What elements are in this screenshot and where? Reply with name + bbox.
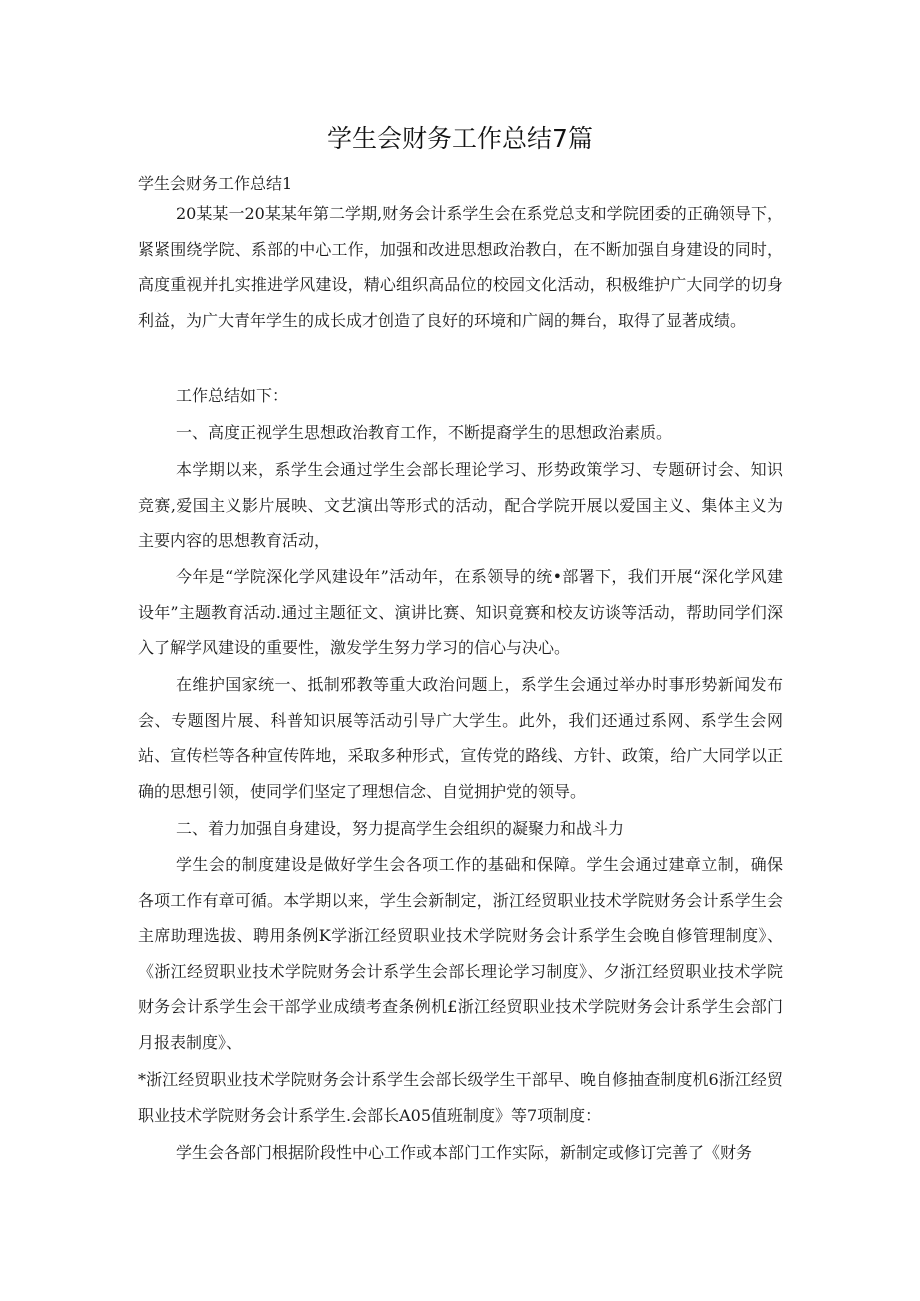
paragraph-summary-lead: 工作总结如下： — [176, 386, 289, 405]
section-subtitle: 学生会财务工作总结1 — [138, 174, 293, 193]
paragraph-national-unity: 在维护国家统一、抵制邪教等重大政治问题上，系学生会通过举办时事形势新闻发布会、专题图片展、科普知识展等活动引导广大学生。此外，我们还通过系网、系学生会网站、宣传栏等各种宣传阵地，采取多种形式，宣传党的路线、方针、政策，给广大同学以正确的思想引领，使同学们坚定了理想信念、自觉拥护党的领导。 — [138, 675, 783, 801]
paragraph-intro: 20某某一20某某年第二学期,财务会计系学生会在系党总支和学院团委的正确领导下，紧紧围绕学院、系部的中心工作，加强和改进思想政治教白，在不断加强自身建设的同时，高度重视并扎实推进学风建设，精心组织高品位的校园文化活动，积极维护广大同学的切身利益，为广大青年学生的成长成才创造了良好的环境和广阔的舞台，取得了显著成绩。 — [138, 204, 783, 330]
paragraph-section-two-heading: 二、着力加强自身建设，努力提高学生会组织的凝聚力和战斗力 — [176, 819, 625, 838]
paragraph-section-one-heading: 一、高度正视学生思想政治教育工作，不断提裔学生的思想政治素质。 — [176, 423, 673, 442]
document-title: 学生会财务工作总结7篇 — [327, 124, 593, 153]
paragraph-departments: 学生会各部门根据阶段性中心工作或本部门工作实际，新制定或修订完善了《财务 — [176, 1143, 753, 1162]
paragraph-study-style-year: 今年是“学院深化学风建设年”活动年，在系领导的统•部署下，我们开展“深化学风建设年”主题教育活动.通过主题征文、演讲比赛、知识竟赛和校友访谈等活动，帮助同学们深入了解学风建设的重要性，激发学生努力学习的信心与决心。 — [138, 567, 783, 657]
paragraph-regulations-continued: *浙江经贸职业技术学院财务会计系学生会部长级学生干部早、晚自修抽查制度机6浙江经贸职业技术学院财务会计系学生.会部长A05值班制度》等7项制度： — [138, 1070, 783, 1125]
paragraph-regulations: 学生会的制度建设是做好学生会各项工作的基础和保障。学生会通过建章立制，确保各项工作有章可循。本学期以来，学生会新制定，浙江经贸职业技术学院财务会计系学生会主席助理选拔、聘用条例K学浙江经贸职业技术学院财务会计系学生会晚自修管理制度》、《浙江经贸职业技术学院财务会计系学生会部长理论学习制度》、夕浙江经贸职业技术学院财务会计系学生会干部学业成绩考查条例机£浙江经贸职业技术学院财务会计系学生会部门月报表制度》、 — [138, 855, 783, 1052]
paragraph-political-education: 本学期以来，系学生会通过学生会部长理论学习、形势政策学习、专题研讨会、知识竞赛,爱国主义影片展映、文艺演出等形式的活动，配合学院开展以爱国主义、集体主义为主要内容的思想教育活动， — [138, 460, 783, 550]
